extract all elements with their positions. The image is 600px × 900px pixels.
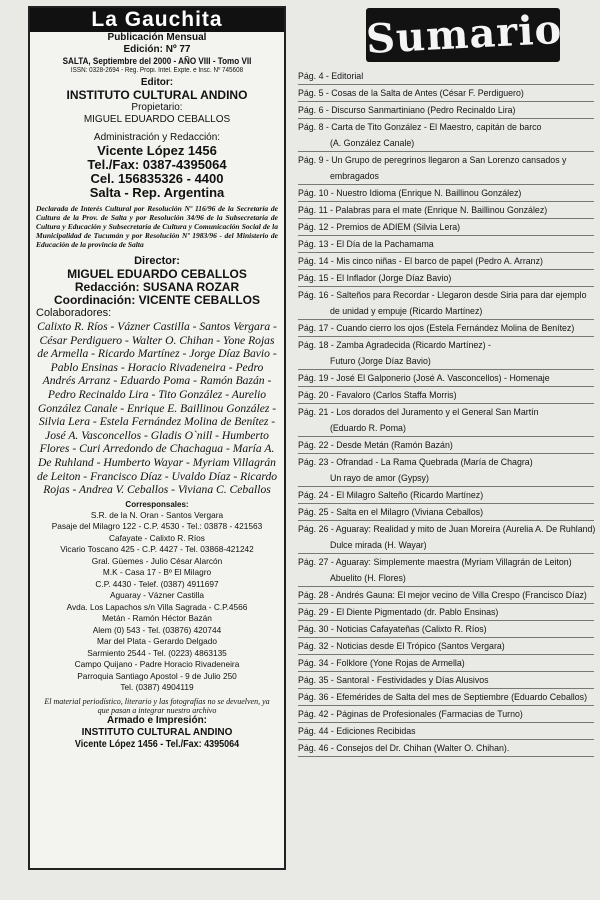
owner-label: Propietario: [131,102,183,113]
toc-entry-continuation: Futuro (Jorge Díaz Bavio) [329,355,431,366]
owner-name: MIGUEL EDUARDO CEBALLOS [83,114,231,125]
toc-entry-text: Pág. 8 - Carta de Tito González - El Maestro, capitán de barco [298,121,542,132]
toc-entry [298,85,594,101]
redaccion-line: Redacción: SUSANA ROZAR [74,280,240,294]
table-of-contents [298,68,594,757]
toc-entry [298,202,594,218]
toc-entry-text: Pág. 9 - Un Grupo de peregrinos llegaron a San Lorenzo cansados y [298,154,567,165]
correspondent-line: Aguaray - Vázner Castilla [109,590,205,601]
toc-entry-continuation: (Eduardo R. Poma) [329,422,406,433]
toc-entry-text: Pág. 13 - El Día de la Pachamama [298,238,434,249]
toc-entry-text: Pág. 19 - José El Galponerio (José A. Vasconcellos) - Homenaje [298,372,550,383]
toc-entry-text: Pág. 11 - Palabras para el mate (Enrique N. Baillinou González) [298,204,548,215]
masthead-title: La Gauchita [30,8,284,32]
masthead-panel [28,6,286,870]
toc-entry [298,102,594,118]
toc-entry [298,487,594,503]
correspondent-line: Tel. (0387) 4904119 [120,682,194,693]
toc-entry-continuation: Dulce mirada (H. Wayar) [329,539,427,550]
toc-entry [298,723,594,739]
correspondent-line: Parroquia Santiago Apostol - 9 de Julio 250 [77,670,237,681]
toc-entry-text: Pág. 44 - Ediciones Recibidas [298,725,416,736]
toc-entry-text: Pág. 12 - Premios de ADIEM (Silvia Lera) [298,221,461,232]
toc-entry [298,185,594,201]
toc-divider [298,756,594,757]
date-line: SALTA, Septiembre del 2000 - AÑO VIII - Tomo VII [62,56,252,66]
masthead-subtitle: Publicación Mensual [107,32,207,43]
toc-entry [298,672,594,688]
toc-entry-text: Pág. 14 - Mis cinco niñas - El barco de papel (Pedro A. Arranz) [298,255,543,266]
toc-entry [298,689,594,705]
toc-entry [298,287,594,319]
correspondent-line: M.K - Casa 17 - Bº El Milagro [102,567,212,578]
collaborators-list: Calixto R. Ríos - Vázner Castilla - Santos Vergara - César Perdiguero - Walter O. Chihan - Yone Rojas de Armella - Ricardo Martínez - Jorge Díaz Bavio - Pablo Ensinas - Horacio Rivadeneira - Pedro Andrés Arranz - Eduardo Poma - Ramón Bazán - Pedro Recinaldo Lira - Tito González - Aurelio González Canale - Enrique E. Baillinou González - Silvia Lera - Estela Fernández Molina de Benítez - José A. Vasconcellos - Gladis O`nill - Humberto Flores - Curi Arredondo de Chachagua - María A. De Ruhland - Humberto Wayar - Myriam Villagrán de Leiton - Francisco Díaz - Uvaldo Díaz - Ricardo Rojas - Andrea V. Ceballos - Viviana C. Ceballos [36,320,278,497]
admin-telfax: Tel./Fax: 0387-4395064 [87,157,227,172]
toc-entry-text: Pág. 25 - Salta en el Milagro (Viviana Ceballos) [298,506,484,517]
toc-entry [298,706,594,722]
toc-entry [298,370,594,386]
correspondent-line: Pasaje del Milagro 122 - C.P. 4530 - Tel.: 03878 - 421563 [51,521,263,532]
admin-cel: Cel. 156835326 - 4400 [90,171,224,186]
collaborators-label: Colaboradores: [36,307,112,319]
toc-entry [298,253,594,269]
toc-entry [298,119,594,151]
toc-entry-text: Pág. 5 - Cosas de la Salta de Antes (César F. Perdiguero) [298,87,524,98]
toc-entry [298,320,594,336]
toc-entry-continuation: (A. González Canale) [329,137,415,148]
sumario-banner [364,5,564,64]
correspondents-label: Corresponsales: [125,499,189,509]
toc-entry [298,387,594,403]
coordinacion-line: Coordinación: VICENTE CEBALLOS [53,293,260,307]
toc-entry [298,68,594,84]
toc-entry [298,604,594,620]
toc-entry [298,219,594,235]
correspondent-line: Metán - Ramón Héctor Bazán [102,613,212,624]
correspondent-line: Sarmiento 2544 - Tel. (0223) 4863135 [87,647,227,658]
toc-entry [298,454,594,486]
toc-entry [298,554,594,586]
correspondent-line: Cafayate - Calixto R. Ríos [109,532,205,543]
toc-entry-text: Pág. 22 - Desde Metán (Ramón Bazán) [298,439,453,450]
correspondent-line: Vicario Toscano 425 - C.P. 4427 - Tel. 03868-421242 [60,544,254,555]
correspondent-line: Gral. Güemes - Julio César Alarcón [91,555,223,566]
toc-entry-text: Pág. 18 - Zamba Agradecida (Ricardo Martínez) - [298,339,491,350]
toc-entry-continuation: Abuelito (H. Flores) [329,572,406,583]
toc-entry-text: Pág. 16 - Salteños para Recordar - Llegaron desde Siria para dar ejemplo [298,289,587,300]
correspondent-line: Mar del Plata - Gerardo Delgado [97,636,217,647]
toc-entry [298,655,594,671]
toc-entry-text: Pág. 46 - Consejos del Dr. Chihan (Walter O. Chihan). [298,742,510,753]
printing-label: Armado e Impresión: [106,714,208,726]
edition-number: Edición: Nº 77 [123,44,191,55]
toc-entry [298,236,594,252]
toc-entry [298,638,594,654]
toc-entry-continuation: de unidad y empuje (Ricardo Martínez) [329,305,483,316]
toc-entry [298,504,594,520]
correspondent-line: S.R. de la N. Oran - Santos Vergara [90,509,224,520]
toc-entry-continuation: embragados [329,170,379,181]
toc-entry-text: Pág. 32 - Noticias desde El Trópico (Santos Vergara) [298,640,505,651]
toc-entry-text: Pág. 30 - Noticias Cafayateñas (Calixto R. Ríos) [298,623,487,634]
toc-entry-text: Pág. 42 - Páginas de Profesionales (Farmacias de Turno) [298,708,523,719]
correspondent-line: Alem (0) 543 - Tel. (03876) 420744 [92,624,222,635]
director-name: MIGUEL EDUARDO CEBALLOS [67,267,247,281]
correspondents-list [30,510,284,694]
disclaimer-text: El material periodístico, literario y las fotografías no se devuelven, ya que pasan a integrar nuestro archivo [44,696,270,715]
toc-entry [298,621,594,637]
toc-entry-text: Pág. 27 - Aguaray: Simplemente maestra (Myriam Villagrán de Leiton) [298,556,572,567]
sumario-title: Sumario [364,5,564,64]
toc-entry-text: Pág. 35 - Santoral - Festividades y Días Alusivos [298,674,489,685]
editor-name: INSTITUTO CULTURAL ANDINO [66,88,248,102]
toc-entry-text: Pág. 26 - Aguaray: Realidad y mito de Juan Moreira (Aurelia A. De Ruhland) [298,523,596,534]
declaration-text: Declarada de Interés Cultural por Resolución Nº 116/96 de la Secretaría de Cultura de la Prov. de Salta y por Resolución 34/96 de la Subsecretaría de Cultura y Educación y Subsecretaría de Cultura y Comunicación Social de la Municipalidad de Tucumán y por Resolución Nº 1983/96 - del Ministerio de Educación de la provincia de Salta [36,204,278,249]
toc-entry-text: Pág. 6 - Discurso Sanmartiniano (Pedro Recinaldo Lira) [298,104,516,115]
printing-name: INSTITUTO CULTURAL ANDINO [81,726,233,738]
toc-entry [298,337,594,369]
editor-label: Editor: [140,77,174,88]
correspondent-line: Avda. Los Lapachos s/n Villa Sagrada - C.P.4566 [66,601,248,612]
toc-entry-text: Pág. 17 - Cuando cierro los ojos (Estela Fernández Molina de Benítez) [298,322,575,333]
toc-entry-text: Pág. 24 - El Milagro Salteño (Ricardo Martínez) [298,489,484,500]
toc-entry-text: Pág. 29 - El Diente Pigmentado (dr. Pablo Ensinas) [298,606,499,617]
printing-address: Vicente López 1456 - Tel./Fax: 4395064 [74,738,240,750]
issn-line: ISSN: 0328-2694 - Reg. Propi. Intel. Expte. e Insc. Nº 745608 [70,67,244,74]
toc-entry [298,152,594,184]
toc-entry-text: Pág. 4 - Editorial [298,70,364,81]
toc-entry-text: Pág. 20 - Favaloro (Carlos Staffa Morris) [298,389,457,400]
toc-entry [298,270,594,286]
correspondent-line: C.P. 4430 - Telef. (0387) 4911697 [95,578,219,589]
admin-city: Salta - Rep. Argentina [89,185,225,200]
toc-entry [298,437,594,453]
toc-entry [298,587,594,603]
toc-entry [298,521,594,553]
toc-entry-continuation: Un rayo de amor (Gypsy) [329,472,429,483]
toc-entry-text: Pág. 15 - El Inflador (Jorge Díaz Bavio) [298,272,452,283]
toc-entry-text: Pág. 34 - Folklore (Yone Rojas de Armella) [298,657,465,668]
toc-entry [298,740,594,756]
director-label: Director: [134,255,180,267]
toc-entry [298,404,594,436]
admin-address: Vicente López 1456 [97,143,217,158]
toc-entry-text: Pág. 36 - Efemérides de Salta del mes de Septiembre (Eduardo Ceballos) [298,691,588,702]
admin-label: Administración y Redacción: [93,132,221,143]
correspondent-line: Campo Quijano - Padre Horacio Rivadeneira [74,659,240,670]
toc-entry-text: Pág. 21 - Los dorados del Juramento y el General San Martín [298,406,539,417]
toc-entry-text: Pág. 28 - Andrés Gauna: El mejor vecino de Villa Crespo (Francisco Díaz) [298,589,587,600]
toc-entry-text: Pág. 23 - Ofrandad - La Rama Quebrada (María de Chagra) [298,456,533,467]
toc-entry-text: Pág. 10 - Nuestro Idioma (Enrique N. Baillinou González) [298,187,522,198]
